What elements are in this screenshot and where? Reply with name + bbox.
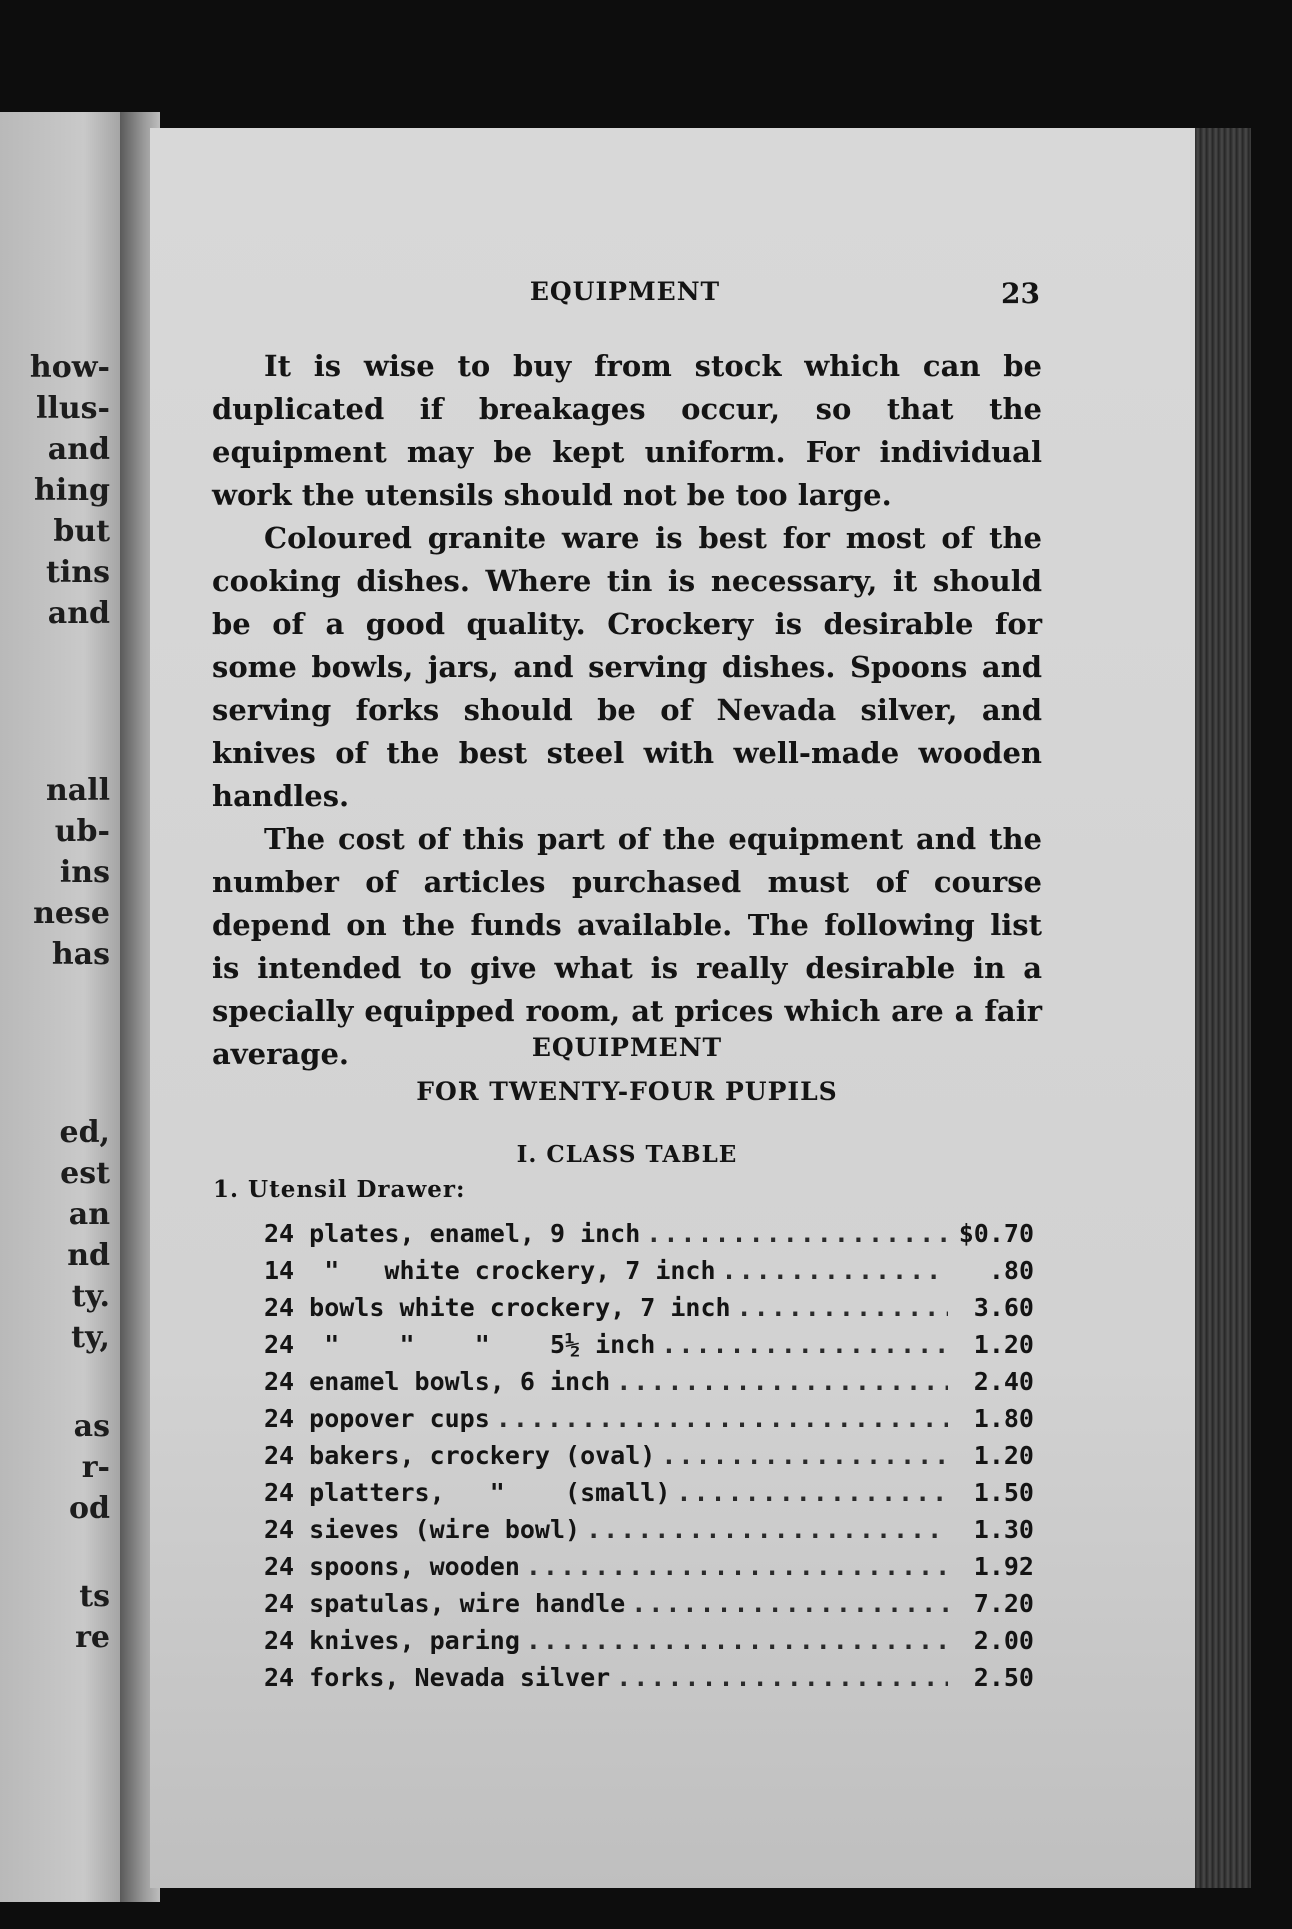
item-price: 1.92 [973, 1552, 1034, 1581]
adjacent-page-fragment: as [73, 1409, 110, 1444]
item-price: 1.50 [973, 1478, 1034, 1507]
adjacent-page-fragment: but [53, 514, 110, 549]
item-label: 24 enamel bowls, 6 inch [264, 1367, 611, 1396]
adjacent-page-fragment: ub- [54, 814, 110, 849]
adjacent-page-fragment: re [75, 1620, 110, 1655]
adjacent-page-fragment: nese [33, 896, 110, 931]
item-label: 24 forks, Nevada silver [264, 1663, 611, 1692]
list-heading: EQUIPMENT [531, 1033, 723, 1062]
running-head [210, 277, 1040, 317]
item-price: 1.20 [973, 1441, 1034, 1470]
list-item [264, 1622, 1034, 1659]
leader-dots [496, 1400, 948, 1437]
item-price: 2.40 [973, 1367, 1034, 1396]
leader-dots [631, 1585, 948, 1622]
list-item [264, 1289, 1034, 1326]
adjacent-page-fragment: est [60, 1156, 110, 1191]
section-heading: I. CLASS TABLE [516, 1141, 738, 1168]
item-label: 24 popover cups [264, 1404, 490, 1433]
leader-dots [661, 1326, 948, 1363]
leader-dots [646, 1215, 948, 1252]
leader-dots [586, 1511, 948, 1548]
adjacent-page-fragment: nall [45, 773, 110, 808]
adjacent-page-fragment: ty. [71, 1279, 110, 1314]
adjacent-page-fragment: how- [29, 350, 110, 385]
paragraph: Coloured granite ware is best for most of the cooking dishes. Where tin is necessary, it should be of a good quality. Crockery is desirable for some bowls, jars, and serving dishes. Spoons and serving forks should be of Nevada silver, and knives of the best steel with well-made wooden handles. [212, 521, 1042, 813]
list-item [264, 1400, 1034, 1437]
item-price: 2.50 [973, 1663, 1034, 1692]
list-subheading: FOR TWENTY-FOUR PUPILS [416, 1077, 838, 1106]
item-price: 1.30 [973, 1515, 1034, 1544]
item-label: 24 bowls white crockery, 7 inch [264, 1293, 731, 1322]
adjacent-page-fragment: an [68, 1197, 110, 1232]
body-text [212, 345, 1042, 1076]
adjacent-page-fragment: od [69, 1491, 110, 1526]
leader-dots [526, 1548, 948, 1585]
item-label: 24 sieves (wire bowl) [264, 1515, 581, 1544]
item-label: 24 bakers, crockery (oval) [264, 1441, 656, 1470]
list-item [264, 1326, 1034, 1363]
item-price: 7.20 [973, 1589, 1034, 1618]
leader-dots [722, 1252, 948, 1289]
adjacent-page-fragment: ty, [71, 1320, 110, 1355]
list-item [264, 1363, 1034, 1400]
item-price: 1.20 [973, 1330, 1034, 1359]
list-item [264, 1659, 1034, 1696]
list-item [264, 1215, 1034, 1252]
item-price: .80 [988, 1256, 1034, 1285]
item-price: $0.70 [958, 1219, 1034, 1248]
adjacent-page-fragment: and [47, 432, 110, 467]
adjacent-page-fragment: nd [67, 1238, 110, 1273]
leader-dots [661, 1437, 948, 1474]
adjacent-page-fragment: ins [59, 855, 110, 890]
list-item [264, 1585, 1034, 1622]
leader-dots [616, 1363, 948, 1400]
list-item [264, 1511, 1034, 1548]
adjacent-page-fragment: has [51, 937, 110, 972]
adjacent-page-fragment: hing [34, 473, 110, 508]
leader-dots [676, 1474, 948, 1511]
leader-dots [616, 1659, 948, 1696]
item-label: 14 " white crockery, 7 inch [264, 1256, 716, 1285]
adjacent-page-fragment: tins [46, 555, 110, 590]
leader-dots [526, 1622, 948, 1659]
page-number: 23 [1001, 277, 1040, 310]
adjacent-page-fragment: ts [79, 1579, 110, 1614]
item-label: 24 spatulas, wire handle [264, 1589, 626, 1618]
item-label: 24 platters, " (small) [264, 1478, 671, 1507]
adjacent-page-fragment: and [47, 596, 110, 631]
item-label: 24 knives, paring [264, 1626, 520, 1655]
list-item [264, 1474, 1034, 1511]
list-item [264, 1437, 1034, 1474]
list-item [264, 1252, 1034, 1289]
item-label: 24 " " " 5½ inch [264, 1330, 656, 1359]
item-label: 24 plates, enamel, 9 inch [264, 1219, 641, 1248]
item-label: 24 spoons, wooden [264, 1552, 520, 1581]
adjacent-page-fragment: llus- [36, 391, 110, 426]
item-price: 2.00 [973, 1626, 1034, 1655]
adjacent-page-fragment: ed, [59, 1115, 110, 1150]
item-price: 3.60 [973, 1293, 1034, 1322]
paragraph: The cost of this part of the equipment and the number of articles purchased must of course depend on the funds available. The following list is intended to give what is really desirable in a specially equipped room, at prices which are a fair average. [212, 822, 1042, 1071]
price-list [264, 1215, 1034, 1696]
adjacent-page [0, 112, 120, 1902]
list-item [264, 1548, 1034, 1585]
item-price: 1.80 [973, 1404, 1034, 1433]
paragraph: It is wise to buy from stock which can be duplicated if breakages occur, so that the equipment may be kept uniform. For individual work the utensils should not be too large. [212, 349, 1042, 512]
adjacent-page-fragment: r- [81, 1450, 110, 1485]
leader-dots [737, 1289, 948, 1326]
page-edge [1195, 128, 1251, 1888]
subsection-label: 1. Utensil Drawer: [213, 1176, 466, 1203]
running-head-title: EQUIPMENT [529, 277, 721, 306]
